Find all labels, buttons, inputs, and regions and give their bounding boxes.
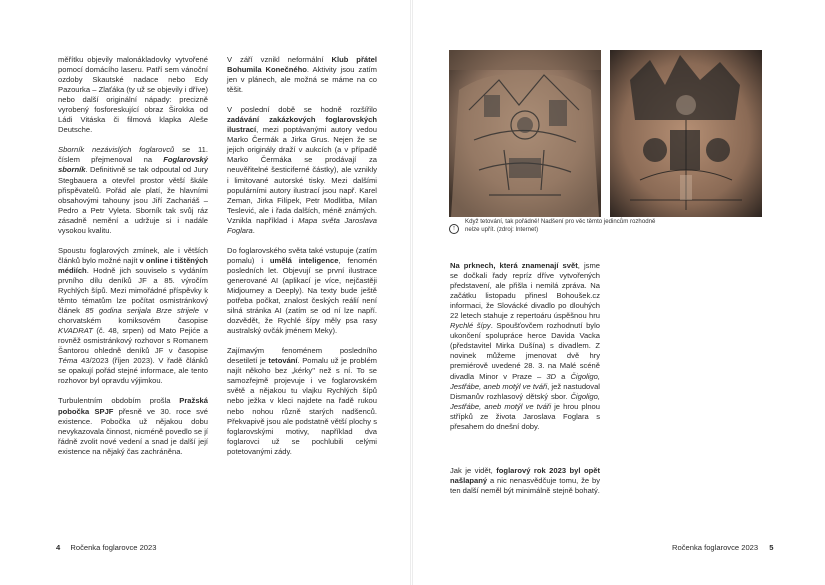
left-page-footer xyxy=(56,543,156,552)
right-page-column-1 xyxy=(450,261,600,442)
left-page-column-2 xyxy=(227,55,377,467)
photo-caption xyxy=(449,218,665,234)
paragraph: V září vznikl neformální Klub přátel Bohumila Konečného. Aktivity jsou zatím jen v plánech, ale možná se máme na co těšit. xyxy=(227,55,377,95)
paragraph: Turbulentním obdobím prošla Pražská pobočka SPJF přesně ve 30. roce své existence. Pobočka už nějakou dobu nevykazovala činnost, nicméně povedlo se jí řádně zvolit nové vedení a snad je další její existence na nějaký čas zachráněna. xyxy=(58,396,208,456)
paragraph: Jak je vidět, foglarový rok 2023 byl opět našlapaný a nic nenasvědčuje tomu, že by ten další neměl být minimálně stejně bohatý. xyxy=(450,466,600,496)
running-title-right: Ročenka foglarovce 2023 xyxy=(672,543,759,552)
left-page-column-1 xyxy=(58,55,208,467)
paragraph: V poslední době se hodně rozšířilo zadávání zakázkových foglarovských ilustrací, mezi poptávanými autory vedou Marko Čermák a Jirka Grus. Nejen že se jejich originály draží v aukcích (a v případě Marko Čermáka se prodávají za neuvěřitelné šesticiferné částky), ale vznikly i limitované autorské tisky. Mezi dalšími populárními autory ilustrací jsou např. Karel Zeman, Jirka Filípek, Petr Modlitba, Milan Teslević, ale i řada dalších, méně známých. Vznikla například i Mapa světa Jaroslava Foglara. xyxy=(227,105,377,235)
photo-caption-text: Když tetování, tak pořádně! Nadšení pro věc těmto jedincům rozhodně nelze upřít. (zdroj: Internet) xyxy=(465,218,656,233)
paragraph: Sborník nezávislých foglarovců se 11. číslem přejmenoval na Foglarovský sborník. Definitivně se tak odpoutal od Jury Stegbauera a otevřel prostor větší škále přispěvatelů. Pořád ale platí, že hlavními obsahovými tahouny jsou Jiří Zachariáš – Pedro a Petr Vyleta. Sborník tak svůj ráz zásadně nemění a udržuje si i nadále vysokou kvalitu. xyxy=(58,145,208,235)
page-number-right: 5 xyxy=(769,543,774,552)
right-page-footer xyxy=(672,543,773,552)
paragraph: měřítku objevily malonákladovky vytvořené pomocí domácího laseru. Patří sem vánoční ozdoby Skautské nadace nebo Edy Pazourka – Zlaťáka (ty už se objevily i dříve) nebo další originální nápady: precizně vyrobený fosforeskující obraz Širokka od Ládi Vitáska či filmová klapka Aleše Deutsche. xyxy=(58,55,208,135)
paragraph: Spoustu foglarových zmínek, ale i větších článků bylo možné najít v online i tištěných médiích. Hodně jich souviselo s vydáním prvního dílu deníků JF a 85. výročím Rychlých šípů. Mezi mimořádné příspěvky k těmto tématům lze počítat osmistránkový článek 85 godina serijala Brze strijele v chorvatském komiksovém časopise KVADRAT (č. 48, srpen) od Mato Pejiće a rovněž osmistránkový rozhovor s Romanem Šantorou ohledně deníků JF v časopise Téma 43/2023 (říjen 2023). V řadě článků se opakují pořád stejné informace, ale tento rozhovor byl opravdu výjimkou. xyxy=(58,245,209,386)
running-title-left: Ročenka foglarovce 2023 xyxy=(70,543,157,552)
paragraph: Do foglarovského světa také vstupuje (zatím pomalu) i umělá inteligence, fenomén posledních let. Objevují se první ilustrace generované AI (aplikací je více, nejčastěji Midjourney a Deepl‌y). Na texty bude ještě potřeba počkat, znalost českých reálií není silná stránka AI (zatím se od ní lze napří. dozvědět, že Rychlé šípy měly psa rasy australský ovčák jménem Meky). xyxy=(227,245,377,336)
right-page-column-2 xyxy=(450,466,600,506)
camera-icon: ↑ xyxy=(449,224,459,234)
paragraph: Zajímavým fenoménem posledního desetiletí je tetování. Pomalu už je problém najít někoho bez „kérky" než s ní. To se samozřejmě projevuje i ve foglarovském světě a nějakou tu vlajku Rychlých šípů nebo ježka v kleci najdete na řadě rukou nebo nohou různě starých nadšenců. Překvapivě jsou ale podstatně větší plochy s foglarovskými motivy, například dva foglarovci už se pochlubili celými potetovanými zády. xyxy=(227,346,377,456)
page-number-left: 4 xyxy=(56,543,61,552)
tattoo-back-photo-2 xyxy=(610,50,762,217)
paragraph: Na prknech, která znamenají svět, jsme se dočkali řady repríz dříve vytvořených představení, ale přišla i nemilá zpráva. Na začátku listopadu přinesl Bohoušek.cz informaci, že Slovácké divadlo po dlouhých 22 letech stahuje z repertoáru úspěšnou hru Rychlé šípy. Spoušťovčem rozhodnutí bylo ukončení spolupráce herce Davida Vacka (představitel Mirka Dušína) s divadlem. Z novinek můžeme jmenovat dvě hry premiérově uvedené 28. 3. na Malé scéně divadla Minor v Praze – 3D a Čigoligo, Jestřábe, aneb motýl ve tváři, jež nastudoval Dismanův rozhlasový dětský sbor. Čigoligo, Jestřábe, aneb motýl ve tváři je hrou plnou střípků ze života Jaroslava Foglara s přesahem do dnešní doby. xyxy=(450,261,600,431)
tattoo-back-photo-1 xyxy=(449,50,601,217)
